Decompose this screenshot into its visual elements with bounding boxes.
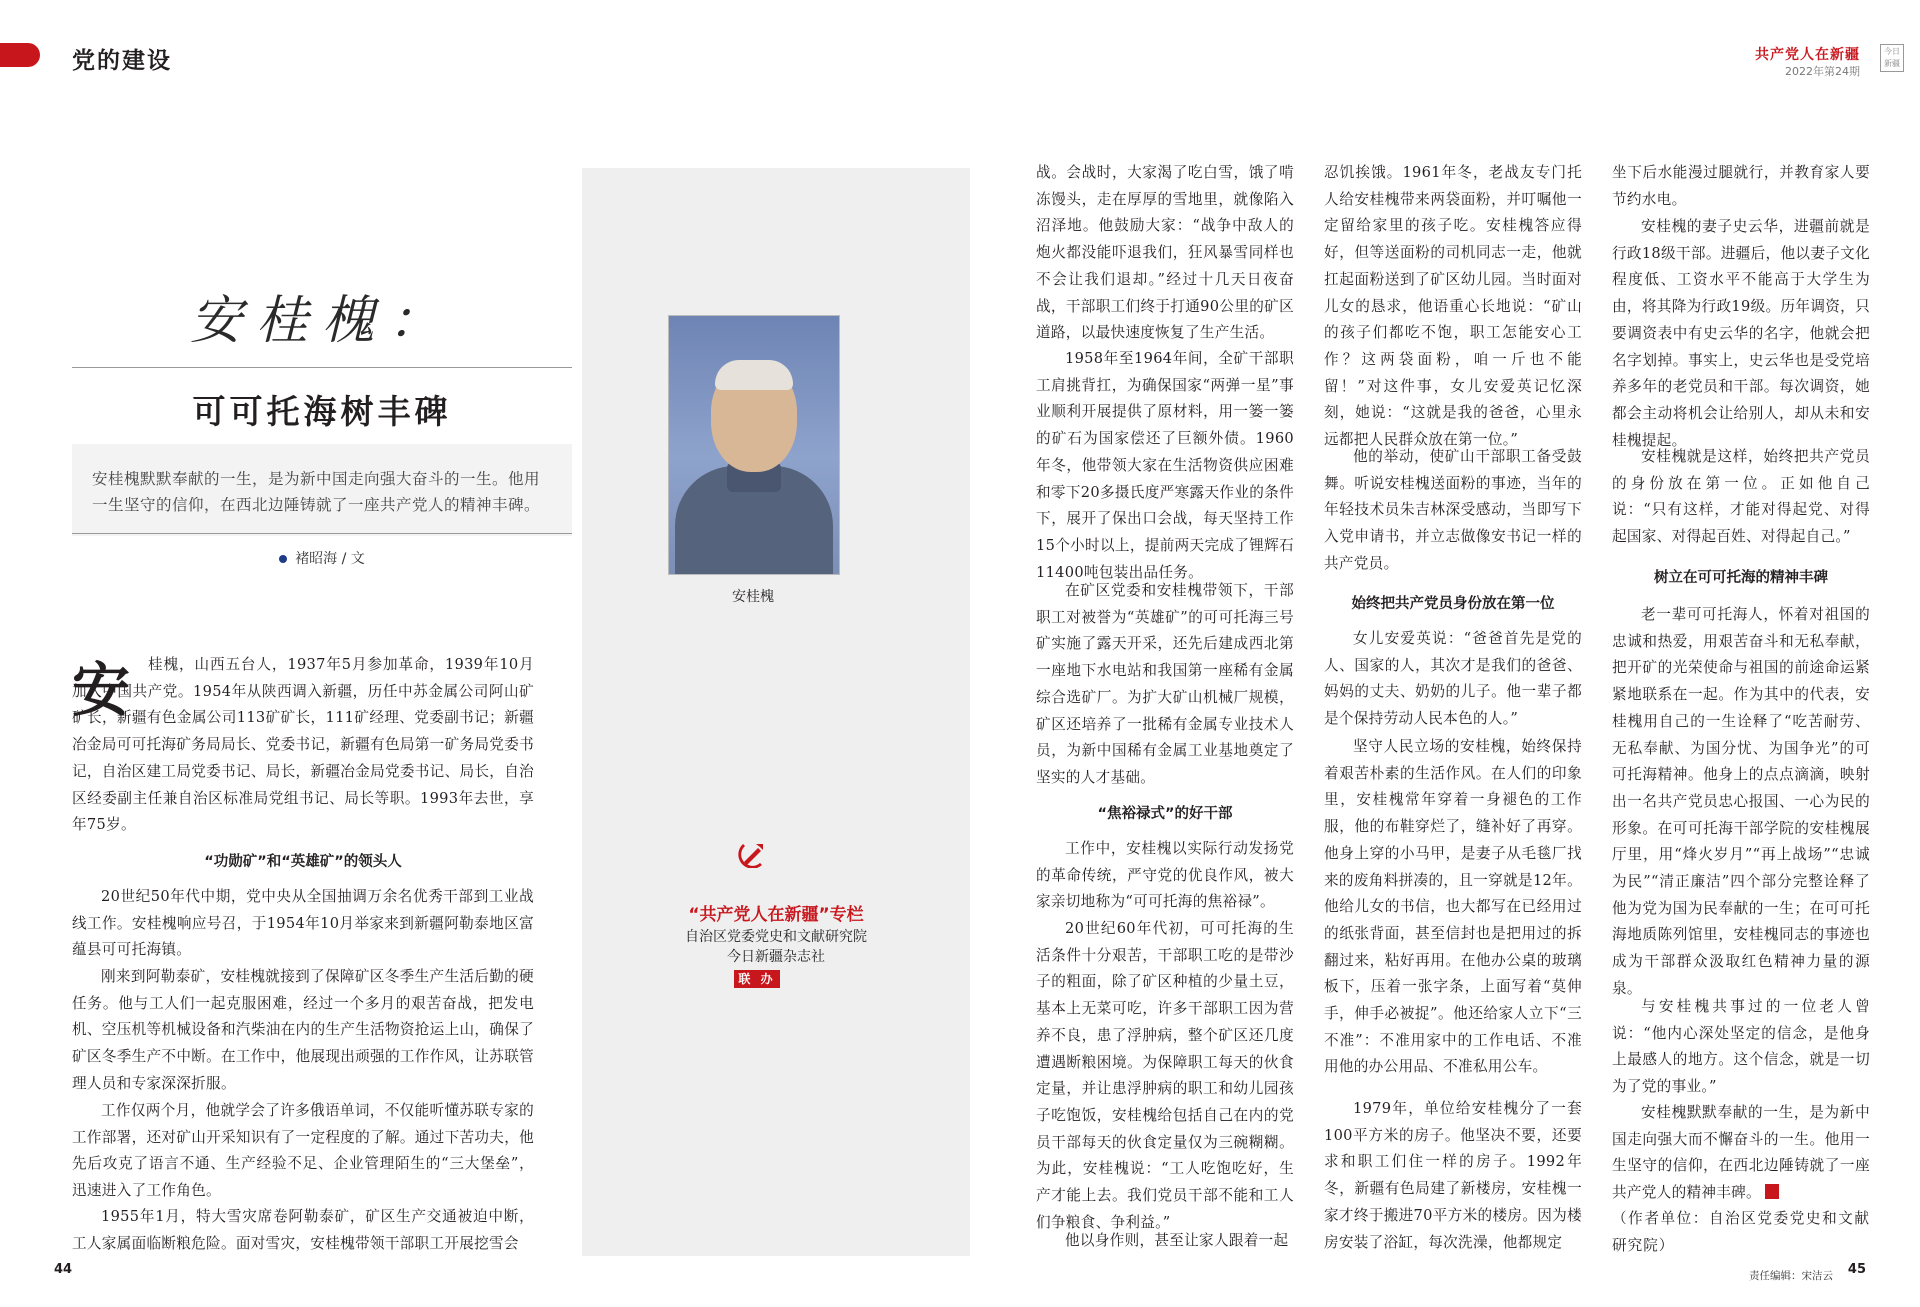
magazine-title: 共产党人在新疆 <box>1755 47 1860 63</box>
closing-paragraph <box>1612 1100 1870 1207</box>
paragraph: 20世纪50年代中期，党中央从全国抽调万余名优秀干部到工业战线工作。安桂槐响应号召，于1954年10月举家来到新疆阿勒泰地区富蕴县可可托海镇。 <box>72 888 534 959</box>
paragraph: 安桂槐就是这样，始终把共产党员的身份放在第一位。正如他自己说：“只有这样，才能对得起党、对得起国家、对得起百姓、对得起自己。” <box>1612 448 1870 546</box>
paragraph: 战。会战时，大家渴了吃白雪，饿了啃冻馒头，走在厚厚的雪地里，就像陷入沼泽地。他鼓励大家：“战争中敌人的炮火都没能吓退我们，狂风暴雪同样也不会让我们退却。”经过十几天日夜奋战，干部职工们终于打通90公里的矿区道路，以最快速度恢复了生产生活。 <box>1036 164 1294 342</box>
paragraph: 他的举动，使矿山干部职工备受鼓舞。听说安桂槐送面粉的事迹，当年的年轻技术员朱吉林深受感动，当即写下入党申请书，并立志做像安书记一样的共产党员。 <box>1324 448 1582 572</box>
paragraph: 工作仅两个月，他就学会了许多俄语单词，不仅能听懂苏联专家的工作部署，还对矿山开采知识有了一定程度的了解。通过下苦功夫，他先后攻克了语言不通、生产经验不足、企业管理陌生的“三大堡垒”，迅速进入了工作角色。 <box>72 1102 534 1200</box>
paragraph: 老一辈可可托海人，怀着对祖国的忠诚和热爱，用艰苦奋斗和无私奉献，把开矿的光荣使命与祖国的前途命运紧紧地联系在一起。作为其中的代表，安桂槐用自己的一生诠释了“吃苦耐劳、无私奉献、为国分忧、为国争光”的可可托海精神。他身上的点点滴滴，映射出一名共产党员忠心报国、一心为民的形象。在可可托海干部学院的安桂槐展厅里，用“烽火岁月”“再上战场”“忠诚为民”“清正廉洁”四个部分完整诠释了他为党为国为民奉献的一生；在可可托海地质陈列馆里，安桂槐同志的事迹也成为干部群众汲取红色精神力量的源泉。 <box>1612 606 1870 997</box>
article-subhead: 可可托海树丰碑 <box>192 392 452 431</box>
paragraph: 安桂槐的妻子史云华，进疆前就是行政18级干部。进疆后，他以妻子文化程度低、工资水平不能高于大学生为由，将其降为行政19级。历年调资，只要调资表中有史云华的名字，他就会把名字划掉。事实上，史云华也是受党培养多年的老党员和干部。每次调资，她都会主动将机会让给别人，却从未和安桂槐提起。 <box>1612 218 1870 449</box>
subheading: “功勋矿”和“英雄矿”的领头人 <box>204 854 402 870</box>
section-title: 党的建设 <box>72 47 172 74</box>
joint-label: 联 办 <box>734 970 780 988</box>
end-mark-icon <box>1765 1184 1779 1199</box>
photo-caption: 安桂槐 <box>732 589 774 605</box>
author-affiliation: （作者单位：自治区党委党史和文献研究院） <box>1612 1210 1870 1254</box>
paragraph: 坚守人民立场的安桂槐，始终保持着艰苦朴素的生活作风。在人们的印象里，安桂槐常年穿着一身褪色的工作服，他的布鞋穿烂了，缝补好了再穿。他身上穿的小马甲，是妻子从毛毯厂找来的废角料拼凑的，且一穿就是12年。他给儿女的书信，也大都写在已经用过的纸张背面，甚至信封也是把用过的拆翻过来，粘好再用。在他办公桌的玻璃板下，压着一张字条，上面写着“莫伸手，伸手必被捉”。他还给家人立下“三不准”：不准用家中的工作电话、不准用他的办公用品、不准私用公车。 <box>1324 738 1582 1076</box>
article-headline: 安桂槐： <box>189 291 454 351</box>
portrait-photo <box>668 315 840 575</box>
paragraph: 刚来到阿勒泰矿，安桂槐就接到了保障矿区冬季生产生活后勤的硬任务。他与工人们一起克服困难，经过一个多月的艰苦奋战，把发电机、空压机等机械设备和汽柴油在内的生产生活物资抢运上山，确保了矿区冬季生产不中断。在工作中，他展现出顽强的工作作风，让苏联管理人员和专家深深折服。 <box>72 968 534 1092</box>
paragraph: 他以身作则，甚至让家人跟着一起 <box>1065 1232 1289 1249</box>
column-org-2: 今日新疆杂志社 <box>727 949 825 965</box>
article-lead: 安桂槐默默奉献的一生，是为新中国走向强大奋斗的一生。他用一生坚守的信仰，在西北边陲铸就了一座共产党人的精神丰碑。 <box>92 470 541 514</box>
page-number-right: 45 <box>1847 1262 1866 1277</box>
issue-number: 2022年第24期 <box>1785 65 1860 78</box>
paragraph: 在矿区党委和安桂槐带领下，干部职工对被誉为“英雄矿”的可可托海三号矿实施了露天开采，还先后建成西北第一座地下水电站和我国第一座稀有金属综合选矿厂。为扩大矿山机械厂规模，矿区还培养了一批稀有金属专业技术人员，为新中国稀有金属工业基地奠定了坚实的人才基础。 <box>1036 582 1294 786</box>
paragraph: 与安桂槐共事过的一位老人曾说：“他内心深处坚定的信念，是他身上最感人的地方。这个信念，就是一切为了党的事业。” <box>1612 998 1870 1096</box>
paragraph: 忍饥挨饿。1961年冬，老战友专门托人给安桂槐带来两袋面粉，并叮嘱他一定留给家里的孩子吃。安桂槐答应得好，但等送面粉的司机同志一走，他就扛起面粉送到了矿区幼儿园。当时面对儿女的恳求，他语重心长地说：“矿山的孩子们都吃不饱，职工怎能安心工作？这两袋面粉，咱一斤也不能留！”对这件事，女儿安爱英记忆深刻，她说：“这就是我的爸爸，心里永远都把人民群众放在第一位。” <box>1324 164 1582 449</box>
magazine-badge: 今日新疆 <box>1880 44 1904 72</box>
paragraph: 20世纪60年代初，可可托海的生活条件十分艰苦，干部职工吃的是带沙子的粗面，除了矿区种植的少量土豆，基本上无菜可吃，许多干部职工因为营养不良，患了浮肿病，整个矿区还几度遭遇断粮困境。为保障职工每天的伙食定量，并让患浮肿病的职工和幼儿园孩子吃饱饭，安桂槐给包括自己在内的党员干部每天的伙食定量仅为三碗糊糊。为此，安桂槐说：“工人吃饱吃好，生产才能上去。我们党员干部不能和工人们争粮食、争利益。” <box>1036 920 1294 1231</box>
drop-cap: 安 <box>72 656 131 724</box>
bullet-icon <box>279 555 287 563</box>
author-name: 褚昭海 / 文 <box>295 551 365 567</box>
paragraph: 工作中，安桂槐以实际行动发扬党的革命传统，严守党的优良作风，被大家亲切地称为“可可托海的焦裕禄”。 <box>1036 840 1294 911</box>
page-number-left: 44 <box>54 1262 73 1277</box>
subheading: “焦裕禄式”的好干部 <box>1097 806 1233 822</box>
subheading: 树立在可可托海的精神丰碑 <box>1654 570 1828 586</box>
divider-rule <box>72 367 572 368</box>
paragraph: 1958年至1964年间，全矿干部职工肩挑背扛，为确保国家“两弹一星”事业顺利开展提供了原材料，用一篓一篓的矿石为国家偿还了巨额外债。1960年冬，他带领大家在生活物资供应困难和零下20多摄氏度严寒露天作业的条件下，展开了保出口会战，每天坚持工作15个小时以上，提前两天完成了锂辉石11400吨包装出品任务。 <box>1036 350 1294 581</box>
column-org-1: 自治区党委党史和文献研究院 <box>685 929 867 945</box>
party-emblem-icon <box>738 838 768 868</box>
paragraph: 坐下后水能漫过腿就行，并教育家人要节约水电。 <box>1612 164 1870 208</box>
subheading: 始终把共产党员身份放在第一位 <box>1351 596 1555 612</box>
paragraph: 1955年1月，特大雪灾席卷阿勒泰矿，矿区生产交通被迫中断，工人家属面临断粮危险。面对雪灾，安桂槐带领干部职工开展挖雪会 <box>72 1208 534 1252</box>
paragraph: 1979年，单位给安桂槐分了一套100平方米的房子。他坚决不要，还要求和职工们住一样的房子。1992年冬，新疆有色局建了新楼房，安桂槐一家才终于搬进70平方米的楼房。因为楼房安装了浴缸，每次洗澡，他都规定 <box>1324 1100 1582 1251</box>
paragraph: 女儿安爱英说：“爸爸首先是党的人、国家的人，其次才是我们的爸爸、妈妈的丈夫、奶奶的儿子。他一辈子都是个保持劳动人民本色的人。” <box>1324 630 1582 728</box>
closing-text: 安桂槐默默奉献的一生，是为新中国走向强大而不懈奋斗的一生。他用一生坚守的信仰，在西北边陲铸就了一座共产党人的精神丰碑。 <box>1612 1104 1870 1202</box>
editor-credit: 责任编辑：宋洁云 <box>1749 1270 1833 1282</box>
section-tab-marker <box>0 43 40 67</box>
article-author <box>72 548 572 568</box>
portrait-hair <box>715 360 793 390</box>
divider-rule <box>72 533 572 534</box>
intro-paragraph: 桂槐，山西五台人，1937年5月参加革命，1939年10月加入中国共产党。1954年从陕西调入新疆，历任中苏金属公司阿山矿矿长，新疆有色金属公司113矿矿长，111矿经理、党委副书记；新疆冶金局可可托海矿务局局长、党委书记，新疆有色局第一矿务局党委书记，自治区建工局党委书记、局长，新疆冶金局党委书记、局长，自治区经委副主任兼自治区标准局党组书记、局长等职。1993年去世，享年75岁。 <box>72 656 534 834</box>
column-name: “共产党人在新疆”专栏 <box>688 905 864 925</box>
magazine-header <box>1755 44 1860 79</box>
